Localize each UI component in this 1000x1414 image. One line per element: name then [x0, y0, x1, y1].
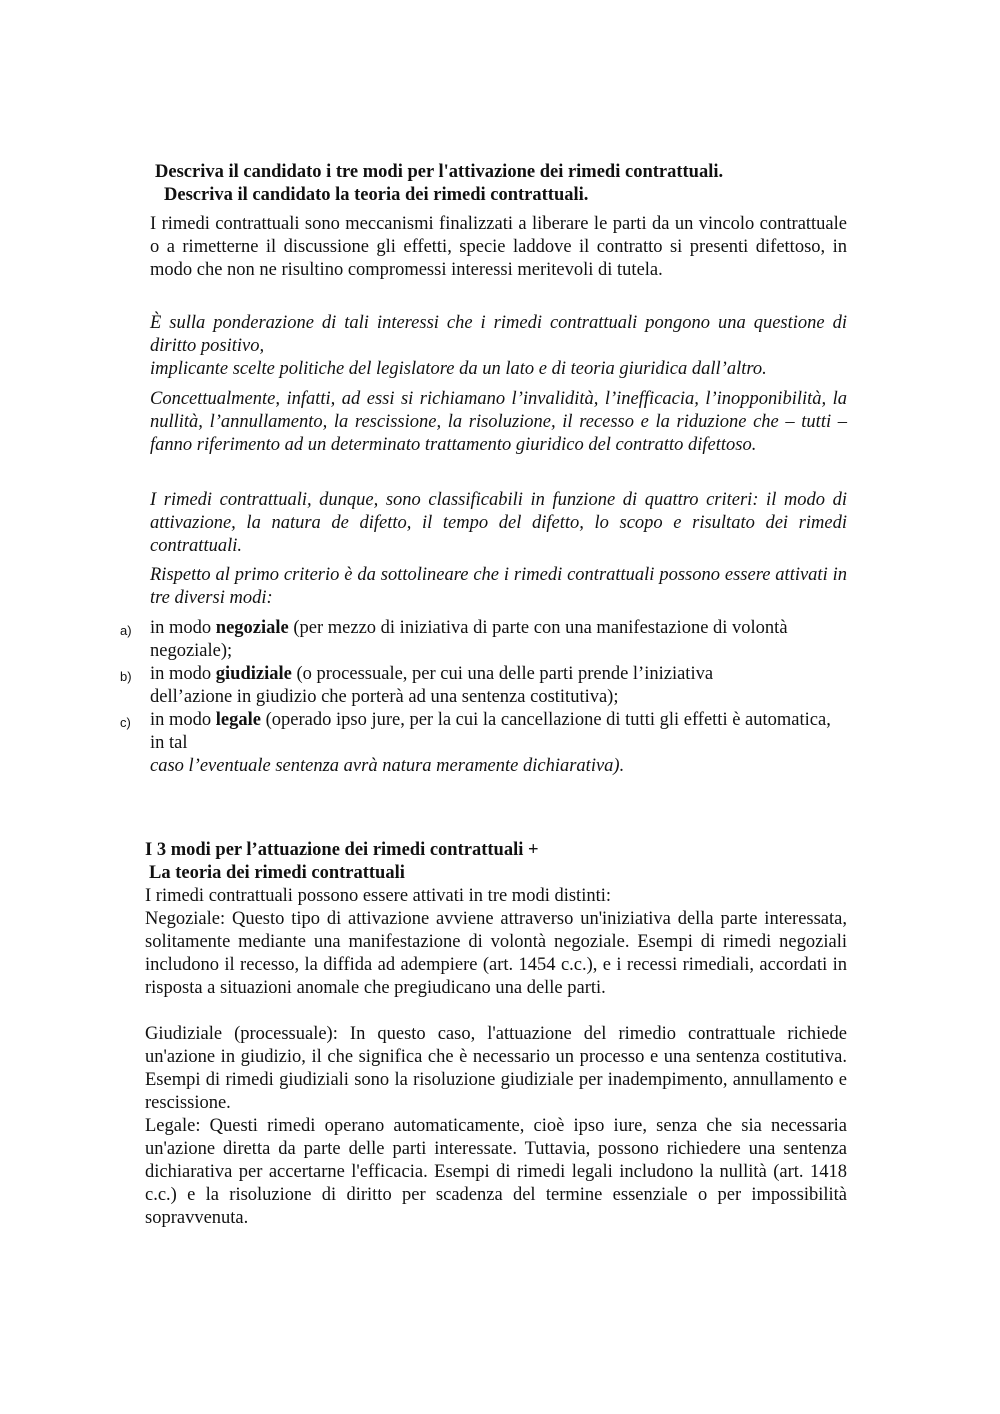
- question-1-heading: Descriva il candidato i tre modi per l'attivazione dei rimedi contrattuali.: [155, 162, 724, 182]
- list-item-keyword: giudiziale: [215, 664, 292, 684]
- list-item-text-post: (operado ipso jure, per la cui la cancellazione di tutti gli effetti è automatica, in tal: [150, 710, 831, 753]
- section-2-intro: I rimedi contrattuali possono essere attivati in tre modi distinti:: [145, 886, 612, 906]
- list-item-text-pre: in modo: [150, 664, 216, 684]
- paragraph-primo-criterio: Rispetto al primo criterio è da sottolineare che i rimedi contrattuali possono essere attivati in tre diversi modi:: [150, 565, 847, 608]
- list-item-text-pre: in modo: [150, 710, 216, 730]
- list-item-text-pre: in modo: [150, 618, 216, 638]
- list-item-legale: [120, 709, 847, 778]
- list-item-text-post: (o processuale, per cui una delle parti prende l’iniziativa: [291, 664, 714, 684]
- list-item-keyword: negoziale: [215, 618, 289, 638]
- paragraph-criteri: I rimedi contrattuali, dunque, sono classificabili in funzione di quattro criteri: il modo di attivazione, la natura de difetto, il tempo del difetto, lo scopo e risultato dei rimedi contrattuali.: [150, 490, 847, 556]
- list-item-negoziale: [120, 617, 847, 663]
- list-item-keyword: legale: [215, 710, 261, 730]
- paragraph-ponderazione: È sulla ponderazione di tali interessi che i rimedi contrattuali pongono una questione di diritto positivo,: [150, 313, 847, 356]
- list-item-continuation: dell’azione in giudizio che porterà ad una sentenza costitutiva);: [150, 687, 619, 707]
- paragraph-ponderazione-continued: implicante scelte politiche del legislatore da un lato e di teoria giuridica dall’altro.: [150, 359, 767, 379]
- paragraph-legale: Legale: Questi rimedi operano automaticamente, cioè ipso iure, senza che sia necessaria un'azione diretta da parte delle parti interessate. Tuttavia, possono richiedere una sentenza dichiarativa per accertarne l'efficacia. Esempi di rimedi legali includono la nullità (art. 1418 c.c.) e la risoluzione di diritto per scadenza del termine essenziale o per impossibilità sopravvenuta.: [145, 1116, 847, 1228]
- list-marker: b): [120, 669, 132, 684]
- list-item-continuation: caso l’eventuale sentenza avrà natura meramente dichiarativa).: [150, 756, 625, 776]
- paragraph-intro: I rimedi contrattuali sono meccanismi finalizzati a liberare le parti da un vincolo contrattuale o a rimetterne il discussione gli effetti, specie laddove il contratto si presenti difettoso, in modo che non ne risultino compromessi interessi meritevoli di tutela.: [150, 214, 847, 280]
- question-2-heading: Descriva il candidato la teoria dei rimedi contrattuali.: [164, 185, 589, 205]
- paragraph-giudiziale: Giudiziale (processuale): In questo caso, l'attuazione del rimedio contrattuale richiede un'azione in giudizio, il che significa che è necessario un processo e una sentenza costitutiva. Esempi di rimedi giudiziali sono la risoluzione giudiziale per inadempimento, annullamento e rescissione.: [145, 1024, 847, 1113]
- list-item-text-post: (per mezzo di iniziativa di parte con una manifestazione di volontà negoziale);: [150, 618, 788, 661]
- section-2-subtitle: La teoria dei rimedi contrattuali: [149, 863, 405, 883]
- list-item-giudiziale: [120, 663, 847, 709]
- paragraph-negoziale: Negoziale: Questo tipo di attivazione avviene attraverso un'iniziativa della parte interessata, solitamente mediante una manifestazione di volontà negoziale. Esempi di rimedi negoziali includono il recesso, la diffida ad adempiere (art. 1454 c.c.), e i recessi rimediali, accordati in risposta a situazioni anomale che pregiudicano una delle parti.: [145, 909, 847, 998]
- list-marker: c): [120, 715, 131, 730]
- paragraph-concettualmente: Concettualmente, infatti, ad essi si richiamano l’invalidità, l’inefficacia, l’inopponibilità, la nullità, l’annullamento, la rescissione, la risoluzione, il recesso e la riduzione che – tutti – fanno riferimento ad un determinato trattamento giuridico del contratto difettoso.: [150, 389, 847, 455]
- section-2-title: I 3 modi per l’attuazione dei rimedi contrattuali +: [145, 840, 539, 860]
- list-marker: a): [120, 623, 132, 638]
